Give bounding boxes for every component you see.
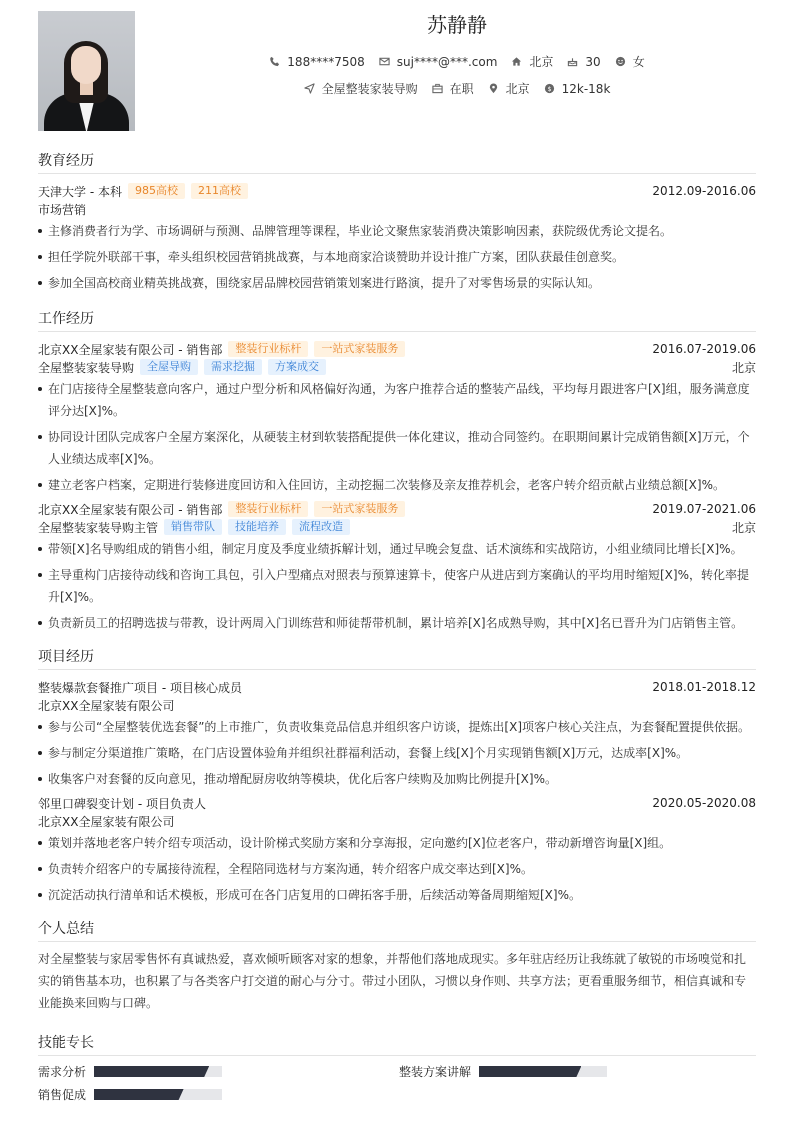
skills-grid — [38, 1063, 756, 1103]
city-text: 北京 — [529, 55, 554, 69]
skill-name: 需求分析 — [38, 1065, 87, 1079]
skill-bar — [94, 1066, 222, 1077]
list-item: 收集客户对套餐的反向意见，推动增配厨房收纳等模块，优化后客户续购及加购比例提升[X]%。 — [38, 768, 756, 790]
skill-name: 整装方案讲解 — [399, 1065, 472, 1079]
phone-text: 188****7508 — [287, 54, 365, 69]
list-item: 在门店接待全屋整装意向客户，通过户型分析和风格偏好沟通，为客户推荐合适的整装产品线，平均每月跟进客户[X]组，服务满意度评分达[X]%。 — [38, 378, 756, 422]
project-entry-sub — [38, 812, 756, 830]
project-period: 2018.01-2018.12 — [652, 680, 756, 694]
target-role-text: 全屋整装家装导购 — [321, 82, 418, 96]
gender-text: 女 — [632, 55, 645, 69]
role-tag: 方案成交 — [268, 359, 326, 375]
job-entry-sub — [38, 518, 756, 536]
list-item: 策划并落地老客户转介绍专项活动，设计阶梯式奖励方案和分享海报，定向邀约[X]位老客户，带动新增咨询量[X]组。 — [38, 832, 756, 854]
role-tag: 全屋导购 — [140, 359, 198, 375]
school-tag: 985高校 — [128, 183, 185, 199]
job-period: 2019.07-2021.06 — [652, 502, 756, 516]
target-role-item — [304, 80, 418, 97]
send-icon — [304, 83, 315, 94]
email-item — [379, 55, 498, 69]
target-city-text: 北京 — [505, 82, 530, 96]
job-bullets — [38, 538, 756, 634]
job-entry-head — [38, 500, 756, 518]
company-tag: 整装行业标杆 — [228, 341, 308, 357]
list-item: 负责转介绍客户的专属接待流程，全程陪同选材与方案沟通，转介绍客户成交率达到[X]%。 — [38, 858, 756, 880]
contact-row — [157, 53, 757, 70]
skill-bar-fill — [479, 1066, 581, 1077]
education-period: 2012.09-2016.06 — [652, 184, 756, 198]
list-item: 主修消费者行为学、市场调研与预测、品牌管理等课程，毕业论文聚焦家装消费决策影响因素，获院级优秀论文提名。 — [38, 220, 756, 242]
projects-title: 项目经历 — [38, 646, 756, 670]
summary-title: 个人总结 — [38, 918, 756, 942]
job-bullets — [38, 378, 756, 496]
skill-bar — [94, 1089, 222, 1100]
list-item: 担任学院外联部干事，牵头组织校园营销挑战赛，与本地商家洽谈赞助并设计推广方案，团队获最佳创意奖。 — [38, 246, 756, 268]
company-tag: 一站式家装服务 — [314, 341, 405, 357]
role-tag: 需求挖掘 — [204, 359, 262, 375]
job-location: 北京 — [731, 360, 756, 375]
skill-item — [38, 1086, 399, 1103]
skill-bar-fill — [94, 1089, 184, 1100]
work-title: 工作经历 — [38, 308, 756, 332]
company-tag: 一站式家装服务 — [314, 501, 405, 517]
phone-icon — [269, 56, 280, 67]
salary-text: 12k-18k — [561, 81, 611, 96]
role-tag: 流程改造 — [292, 519, 350, 535]
svg-text:$: $ — [547, 84, 552, 93]
work-section — [38, 308, 756, 638]
skill-item — [399, 1063, 756, 1080]
education-bullets — [38, 220, 756, 294]
education-entry-sub — [38, 200, 756, 218]
phone-item — [269, 55, 364, 69]
company-name: 北京XX全屋家装有限公司 - 销售部 — [38, 502, 223, 517]
role-tag: 销售带队 — [164, 519, 222, 535]
list-item: 参与公司“全屋整装优选套餐”的上市推广，负责收集竞品信息并组织客户访谈，提炼出[X]项客户核心关注点，为套餐配置提供依据。 — [38, 716, 756, 738]
major-name: 市场营销 — [38, 202, 87, 217]
job-role: 全屋整装家装导购 — [38, 360, 135, 375]
list-item: 负责新员工的招聘选拔与带教，设计两周入门训练营和师徒帮带机制，累计培养[X]名成熟导购，其中[X]名已晋升为门店销售主管。 — [38, 612, 756, 634]
project-company: 北京XX全屋家装有限公司 — [38, 814, 175, 829]
target-city-item — [488, 80, 530, 97]
list-item: 主导重构门店接待动线和咨询工具包，引入户型痛点对照表与预算速算卡，使客户从进店到方案确认的平均用时缩短[X]%，转化率提升[X]%。 — [38, 564, 756, 608]
city-item — [511, 53, 553, 70]
education-entry-head — [38, 182, 756, 200]
list-item: 建立老客户档案，定期进行装修进度回访和入住回访，主动挖掘二次装修及亲友推荐机会，老客户转介绍贡献占业绩总额[X]%。 — [38, 474, 756, 496]
list-item: 协同设计团队完成客户全屋方案深化，从硬装主材到软装搭配提供一体化建议，推动合同签约。在职期间累计完成销售额[X]万元，个人业绩达成率[X]%。 — [38, 426, 756, 470]
smiley-icon — [615, 56, 626, 67]
money-icon — [544, 83, 555, 94]
status-item — [432, 80, 474, 97]
location-icon — [488, 83, 499, 94]
mail-icon — [379, 56, 390, 67]
age-text: 30 — [585, 54, 601, 69]
skill-name: 销售促成 — [38, 1088, 87, 1102]
skill-item — [38, 1063, 399, 1080]
gender-item — [615, 53, 645, 70]
company-tag: 整装行业标杆 — [228, 501, 308, 517]
skills-section — [38, 1032, 756, 1103]
job-location: 北京 — [731, 520, 756, 535]
salary-item — [544, 82, 611, 96]
company-name: 北京XX全屋家装有限公司 - 销售部 — [38, 342, 223, 357]
job-period: 2016.07-2019.06 — [652, 342, 756, 356]
project-name: 邻里口碑裂变计划 - 项目负责人 — [38, 796, 206, 811]
list-item: 沉淀活动执行清单和话术模板，形成可在各门店复用的口碑拓客手册，后续活动筹备周期缩短[X]%。 — [38, 884, 756, 906]
cake-icon — [567, 56, 578, 67]
list-item: 带领[X]名导购组成的销售小组，制定月度及季度业绩拆解计划，通过早晚会复盘、话术演练和实战陪访，小组业绩同比增长[X]%。 — [38, 538, 756, 560]
intent-row — [157, 80, 757, 97]
candidate-name: 苏静静 — [427, 13, 487, 37]
briefcase-icon — [432, 83, 443, 94]
summary-text: 对全屋整装与家居零售怀有真诚热爱，喜欢倾听顾客对家的想象，并帮他们落地成现实。多年驻店经历让我练就了敏锐的市场嗅觉和扎实的销售基本功，也积累了与各类客户打交道的耐心与分寸。带过小团队，习惯以身作则、共享方法；更看重服务细节，相信真诚和专业能换来回购与口碑。 — [38, 952, 747, 1010]
projects-section — [38, 646, 756, 910]
profile-photo — [38, 11, 135, 131]
job-entry-head — [38, 340, 756, 358]
project-bullets — [38, 832, 756, 906]
education-section — [38, 150, 756, 298]
skill-bar — [479, 1066, 607, 1077]
job-role: 全屋整装家装导购主管 — [38, 520, 159, 535]
project-period: 2020.05-2020.08 — [652, 796, 756, 810]
project-entry-sub — [38, 696, 756, 714]
status-text: 在职 — [449, 82, 474, 96]
skill-bar-fill — [94, 1066, 209, 1077]
age-item — [567, 55, 600, 69]
list-item: 参加全国高校商业精英挑战赛，围绕家居品牌校园营销策划案进行路演，提升了对零售场景的实际认知。 — [38, 272, 756, 294]
project-bullets — [38, 716, 756, 790]
project-entry-head — [38, 794, 756, 812]
education-title: 教育经历 — [38, 150, 756, 174]
project-company: 北京XX全屋家装有限公司 — [38, 698, 175, 713]
skills-title: 技能专长 — [38, 1032, 756, 1056]
email-text: suj****@***.com — [396, 54, 498, 69]
job-entry-sub — [38, 358, 756, 376]
project-name: 整装爆款套餐推广项目 - 项目核心成员 — [38, 680, 242, 695]
summary-section — [38, 918, 756, 1014]
project-entry-head — [38, 678, 756, 696]
home-icon — [511, 56, 522, 67]
school-name: 天津大学 - 本科 — [38, 184, 122, 199]
role-tag: 技能培养 — [228, 519, 286, 535]
school-tag: 211高校 — [191, 183, 248, 199]
list-item: 参与制定分渠道推广策略，在门店设置体验角并组织社群福利活动，套餐上线[X]个月实现销售额[X]万元，达成率[X]%。 — [38, 742, 756, 764]
